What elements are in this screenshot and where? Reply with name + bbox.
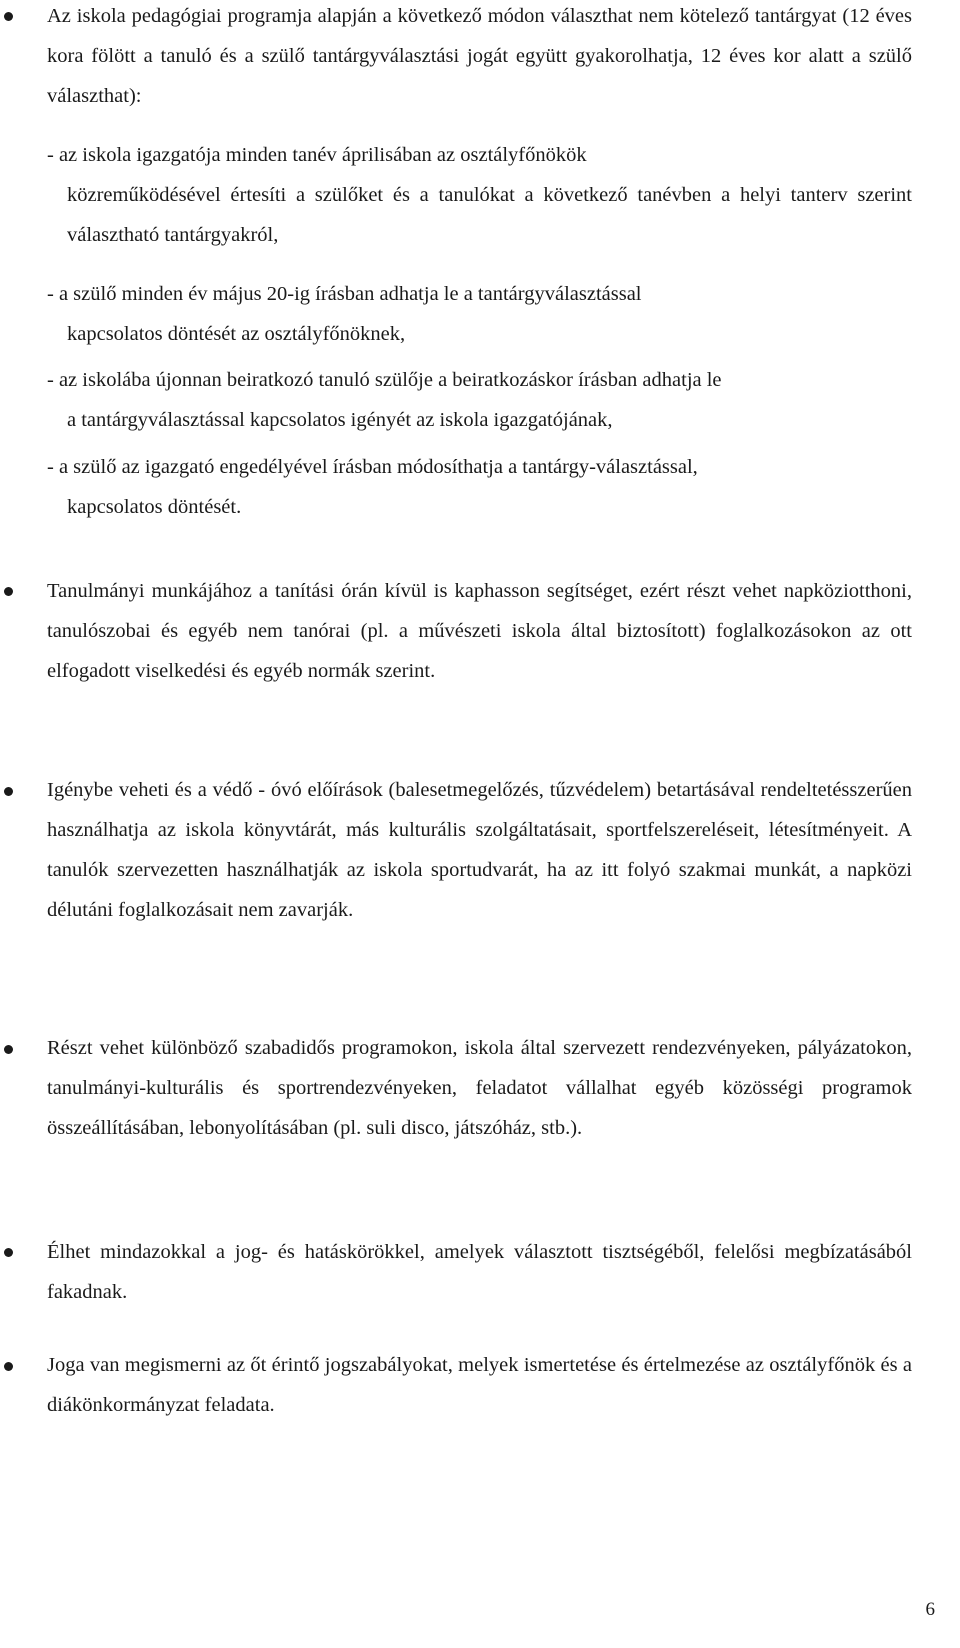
bullet-icon	[4, 787, 13, 796]
bullet-icon	[4, 1045, 13, 1054]
dash-item	[47, 447, 912, 527]
dash-item-first-line: - a szülő minden év május 20-ig írásban adhatja le a tantárgyválasztással	[47, 283, 642, 305]
paragraph: Joga van megismerni az őt érintő jogszabályokat, melyek ismertetése és értelmezése az osztályfőnök és a diákönkormányzat feladata.	[47, 1354, 912, 1416]
dash-item-continuation: kapcsolatos döntését az osztályfőnöknek,	[67, 323, 406, 345]
page-number: 6	[925, 1599, 935, 1620]
paragraph: Igénybe veheti és a védő - óvó előírások (balesetmegelőzés, tűzvédelem) betartásával rendeltetésszerűen használhatja az iskola könyvtárát, más kulturális szolgáltatásait, sportfelszereléseit, létesítményeit. A tanulók szervezetten használhatják az iskola sportudvarát, ha az itt folyó szakmai munkát, a napközi délutáni foglalkozásait nem zavarják.	[47, 779, 912, 921]
bullet-icon	[4, 587, 13, 596]
dash-item-continuation: kapcsolatos döntését.	[67, 496, 242, 518]
paragraph: Élhet mindazokkal a jog- és hatáskörökkel, amelyek választott tisztségéből, felelősi megbízatásából fakadnak.	[47, 1241, 912, 1303]
bullet-icon	[4, 1362, 13, 1371]
dash-item	[47, 274, 912, 354]
dash-item-continuation: a tantárgyválasztással kapcsolatos igényét az iskola igazgatójának,	[67, 409, 613, 431]
bullet-icon	[4, 12, 13, 21]
bullet-icon	[4, 1248, 13, 1257]
paragraph: Tanulmányi munkájához a tanítási órán kívül is kaphasson segítséget, ezért részt vehet napköziotthoni, tanulószobai és egyéb nem tanórai (pl. a művészeti iskola által biztosított) foglalkozásokon az ott elfogadott viselkedési és egyéb normák szerint.	[47, 580, 912, 682]
paragraph: Részt vehet különböző szabadidős programokon, iskola által szervezett rendezvényeken, pályázatokon, tanulmányi-kulturális és sportrendezvényeken, feladatot vállalhat egyéb közösségi programok összeállításában, lebonyolításában (pl. suli disco, játszóház, stb.).	[47, 1037, 912, 1139]
dash-item-first-line: - a szülő az igazgató engedélyével írásban módosíthatja a tantárgy-választással,	[47, 456, 698, 478]
paragraph: Az iskola pedagógiai programja alapján a következő módon választhat nem kötelező tantárgyat (12 éves kora fölött a tanuló és a szülő tantárgyválasztási jogát együtt gyakorolhatja, 12 éves kor alatt a szülő választhat):	[47, 5, 912, 107]
dash-item-first-line: - az iskolába újonnan beiratkozó tanuló szülője a beiratkozáskor írásban adhatja le	[47, 369, 722, 391]
dash-item	[47, 360, 912, 440]
dash-item-continuation: közreműködésével értesíti a szülőket és a tanulókat a következő tanévben a helyi tanterv szerint választható tantárgyakról,	[67, 184, 912, 246]
dash-item-first-line: - az iskola igazgatója minden tanév áprilisában az osztályfőnökök	[47, 144, 587, 166]
dash-item	[47, 135, 912, 255]
